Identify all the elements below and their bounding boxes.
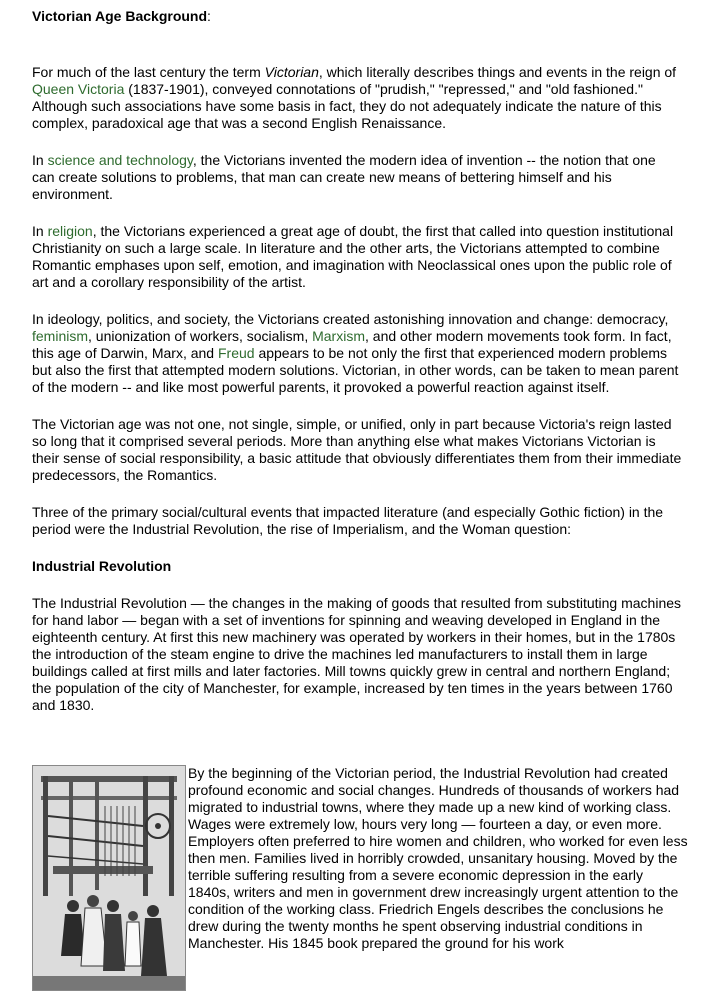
link-marxism[interactable]: Marxism <box>312 328 365 344</box>
paragraph-victorian-period: By the beginning of the Victorian period, the Industrial Revolution had created profound economic and social changes. Hundreds of thousands of workers had migrated to industrial towns, where they made up a new kind of working class. Wages were extremely low, hours very long — fourteen a day, or even more. Employers often preferred to hire women and children, who worked for even less then men. Families lived in horribly crowded, unsanitary housing. Moved by the terrible suffering resulting from a severe economic depression in the early 1840s, writers and men in government drew increasingly urgent attention to the condition of the working class. Friedrich Engels describes the conclusions he drew during the twenty months he spent observing industrial conditions in Manchester. His 1845 book prepared the ground for his work <box>188 765 688 951</box>
link-queen-victoria[interactable]: Queen Victoria <box>32 81 125 97</box>
factory-illustration-image <box>32 765 186 991</box>
link-science-technology[interactable]: science and technology <box>47 152 193 168</box>
paragraph-primary-events: Three of the primary social/cultural events that impacted literature (and especially Gothic fiction) in the period were the Industrial Revolution, the rise of Imperialism, and the Woman question: <box>32 504 664 537</box>
factory-workers-engraving <box>33 766 185 990</box>
page-title: Victorian Age Background: <box>32 8 211 24</box>
paragraph-ideology: In ideology, politics, and society, the Victorians created astonishing innovation and change: democracy, feminism, unionization of workers, socialism, Marxism, and other modern movements took form. In fact, this age of Darwin, Marx, and Freud appears to be not only the first that experienced modern problems but also the first that attempted modern solutions. Victorian, in other words, can be taken to mean parent of the modern -- and like most powerful parents, it provoked a powerful reaction against itself. <box>32 311 679 395</box>
article <box>32 8 682 714</box>
link-feminism[interactable]: feminism <box>32 328 89 344</box>
paragraph-intro: For much of the last century the term Victorian, which literally describes things and events in the reign of Queen Victoria (1837-1901), conveyed connotations of "prudish," "repressed," and "old fashioned." Although such associations have some basis in fact, they do not adequately indicate the nature of this complex, paradoxical age that was a second English Renaissance. <box>32 64 677 131</box>
link-religion[interactable]: religion <box>47 223 93 239</box>
figure-block <box>32 765 692 995</box>
paragraph-science: In science and technology, the Victorians invented the modern idea of invention -- the notion that one can create solutions to problems, that man can create new means of bettering himself and his environment. <box>32 152 656 202</box>
paragraph-industrial-revolution: The Industrial Revolution — the changes in the making of goods that resulted from substituting machines for hand labor — began with a set of inventions for spinning and weaving developed in England in the eighteenth century. At first this new machinery was operated by workers in their homes, but in the 1780s the introduction of the steam engine to drive the machines led manufacturers to install them in large buildings called at first mills and later factories. Mill towns quickly grew in central and northern England; the population of the city of Manchester, for example, increased by ten times in the years between 1760 and 1830. <box>32 595 682 713</box>
link-freud[interactable]: Freud <box>217 345 255 361</box>
section-heading-industrial-revolution: Industrial Revolution <box>32 558 172 574</box>
paragraph-religion: In religion, the Victorians experienced a great age of doubt, the first that called into question institutional Christianity on such a large scale. In literature and the other arts, the Victorians attempted to combine Romantic emphases upon self, emotion, and imagination with Neoclassical ones upon the public role of art and a corollary responsibility of the artist. <box>32 223 674 290</box>
paragraph-victorian-age: The Victorian age was not one, not single, simple, or unified, only in part because Victoria's reign lasted so long that it comprised several periods. More than anything else what makes Victorians Victorian is their sense of social responsibility, a basic attitude that obviously differentiates them from their immediate predecessors, the Romantics. <box>32 416 682 483</box>
